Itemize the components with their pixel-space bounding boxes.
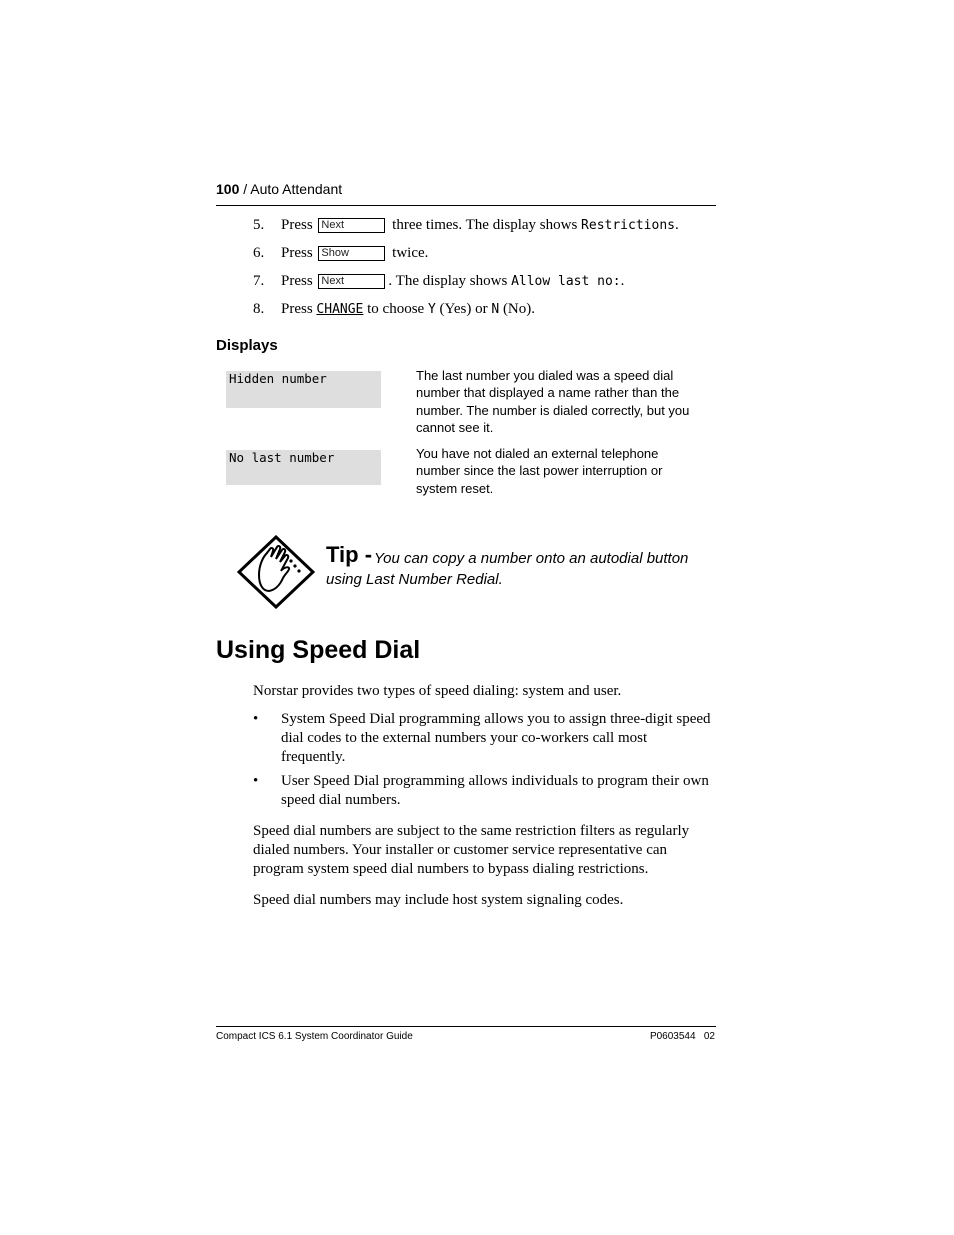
display-screen: Hidden number (226, 371, 381, 408)
step-7: 7. Press Next . The display shows Allow last no:. (253, 273, 625, 289)
bullet-item: System Speed Dial programming allows you to assign three-digit speed dial codes to the external numbers your co-workers call most frequently. (281, 711, 711, 765)
yes-code: Y (427, 302, 436, 317)
page-number: 100 (216, 181, 240, 197)
display-screen: No last number (226, 450, 381, 485)
section-title: Using Speed Dial (216, 636, 421, 664)
step-8: 8. Press CHANGE to choose Y (Yes) or N (No). (253, 301, 536, 317)
displays-heading: Displays (216, 337, 278, 354)
display-code: Allow last no: (511, 274, 621, 289)
next-key: Next (318, 218, 385, 233)
show-key: Show (318, 246, 385, 261)
footer-right: P0603544 02 (649, 1031, 715, 1042)
paragraph: Speed dial numbers may include host system signaling codes. (253, 892, 624, 908)
next-key: Next (318, 274, 385, 289)
bullet-marker: • (253, 711, 259, 727)
header-rule (216, 205, 716, 206)
display-code: Restrictions (581, 218, 675, 233)
bullet-marker: • (253, 773, 259, 789)
step-5: 5. Press Next three times. The display shows Restrictions. (253, 217, 679, 233)
header-section: Auto Attendant (250, 181, 343, 197)
footer-rule (216, 1026, 716, 1027)
page-header (216, 181, 342, 197)
header-separator: / (239, 181, 251, 197)
paragraph: Speed dial numbers are subject to the same restriction filters as regularly dialed numbers. Your installer or customer service representative can program system speed dial numbers to bypass dialing restrictions. (253, 823, 690, 877)
no-code: N (491, 302, 500, 317)
step-6: 6. Press Show twice. (253, 245, 429, 261)
change-softkey: CHANGE (316, 302, 364, 317)
display-description: You have not dialed an external telephone number since the last power interruption or system reset. (416, 446, 663, 496)
bullet-item: User Speed Dial programming allows individuals to program their own speed dial numbers. (281, 773, 709, 808)
footer-left: Compact ICS 6.1 System Coordinator Guide (216, 1031, 413, 1042)
tip-text: You can copy a number onto an autodial button using Last Number Redial. (326, 550, 689, 588)
tip-label: Tip - (326, 542, 373, 567)
intro-paragraph: Norstar provides two types of speed dialing: system and user. (253, 683, 622, 699)
display-description: The last number you dialed was a speed dial number that displayed a name rather than the number. The number is dialed correctly, but you cannot see it. (416, 368, 690, 435)
hand-tip-icon (237, 535, 315, 609)
